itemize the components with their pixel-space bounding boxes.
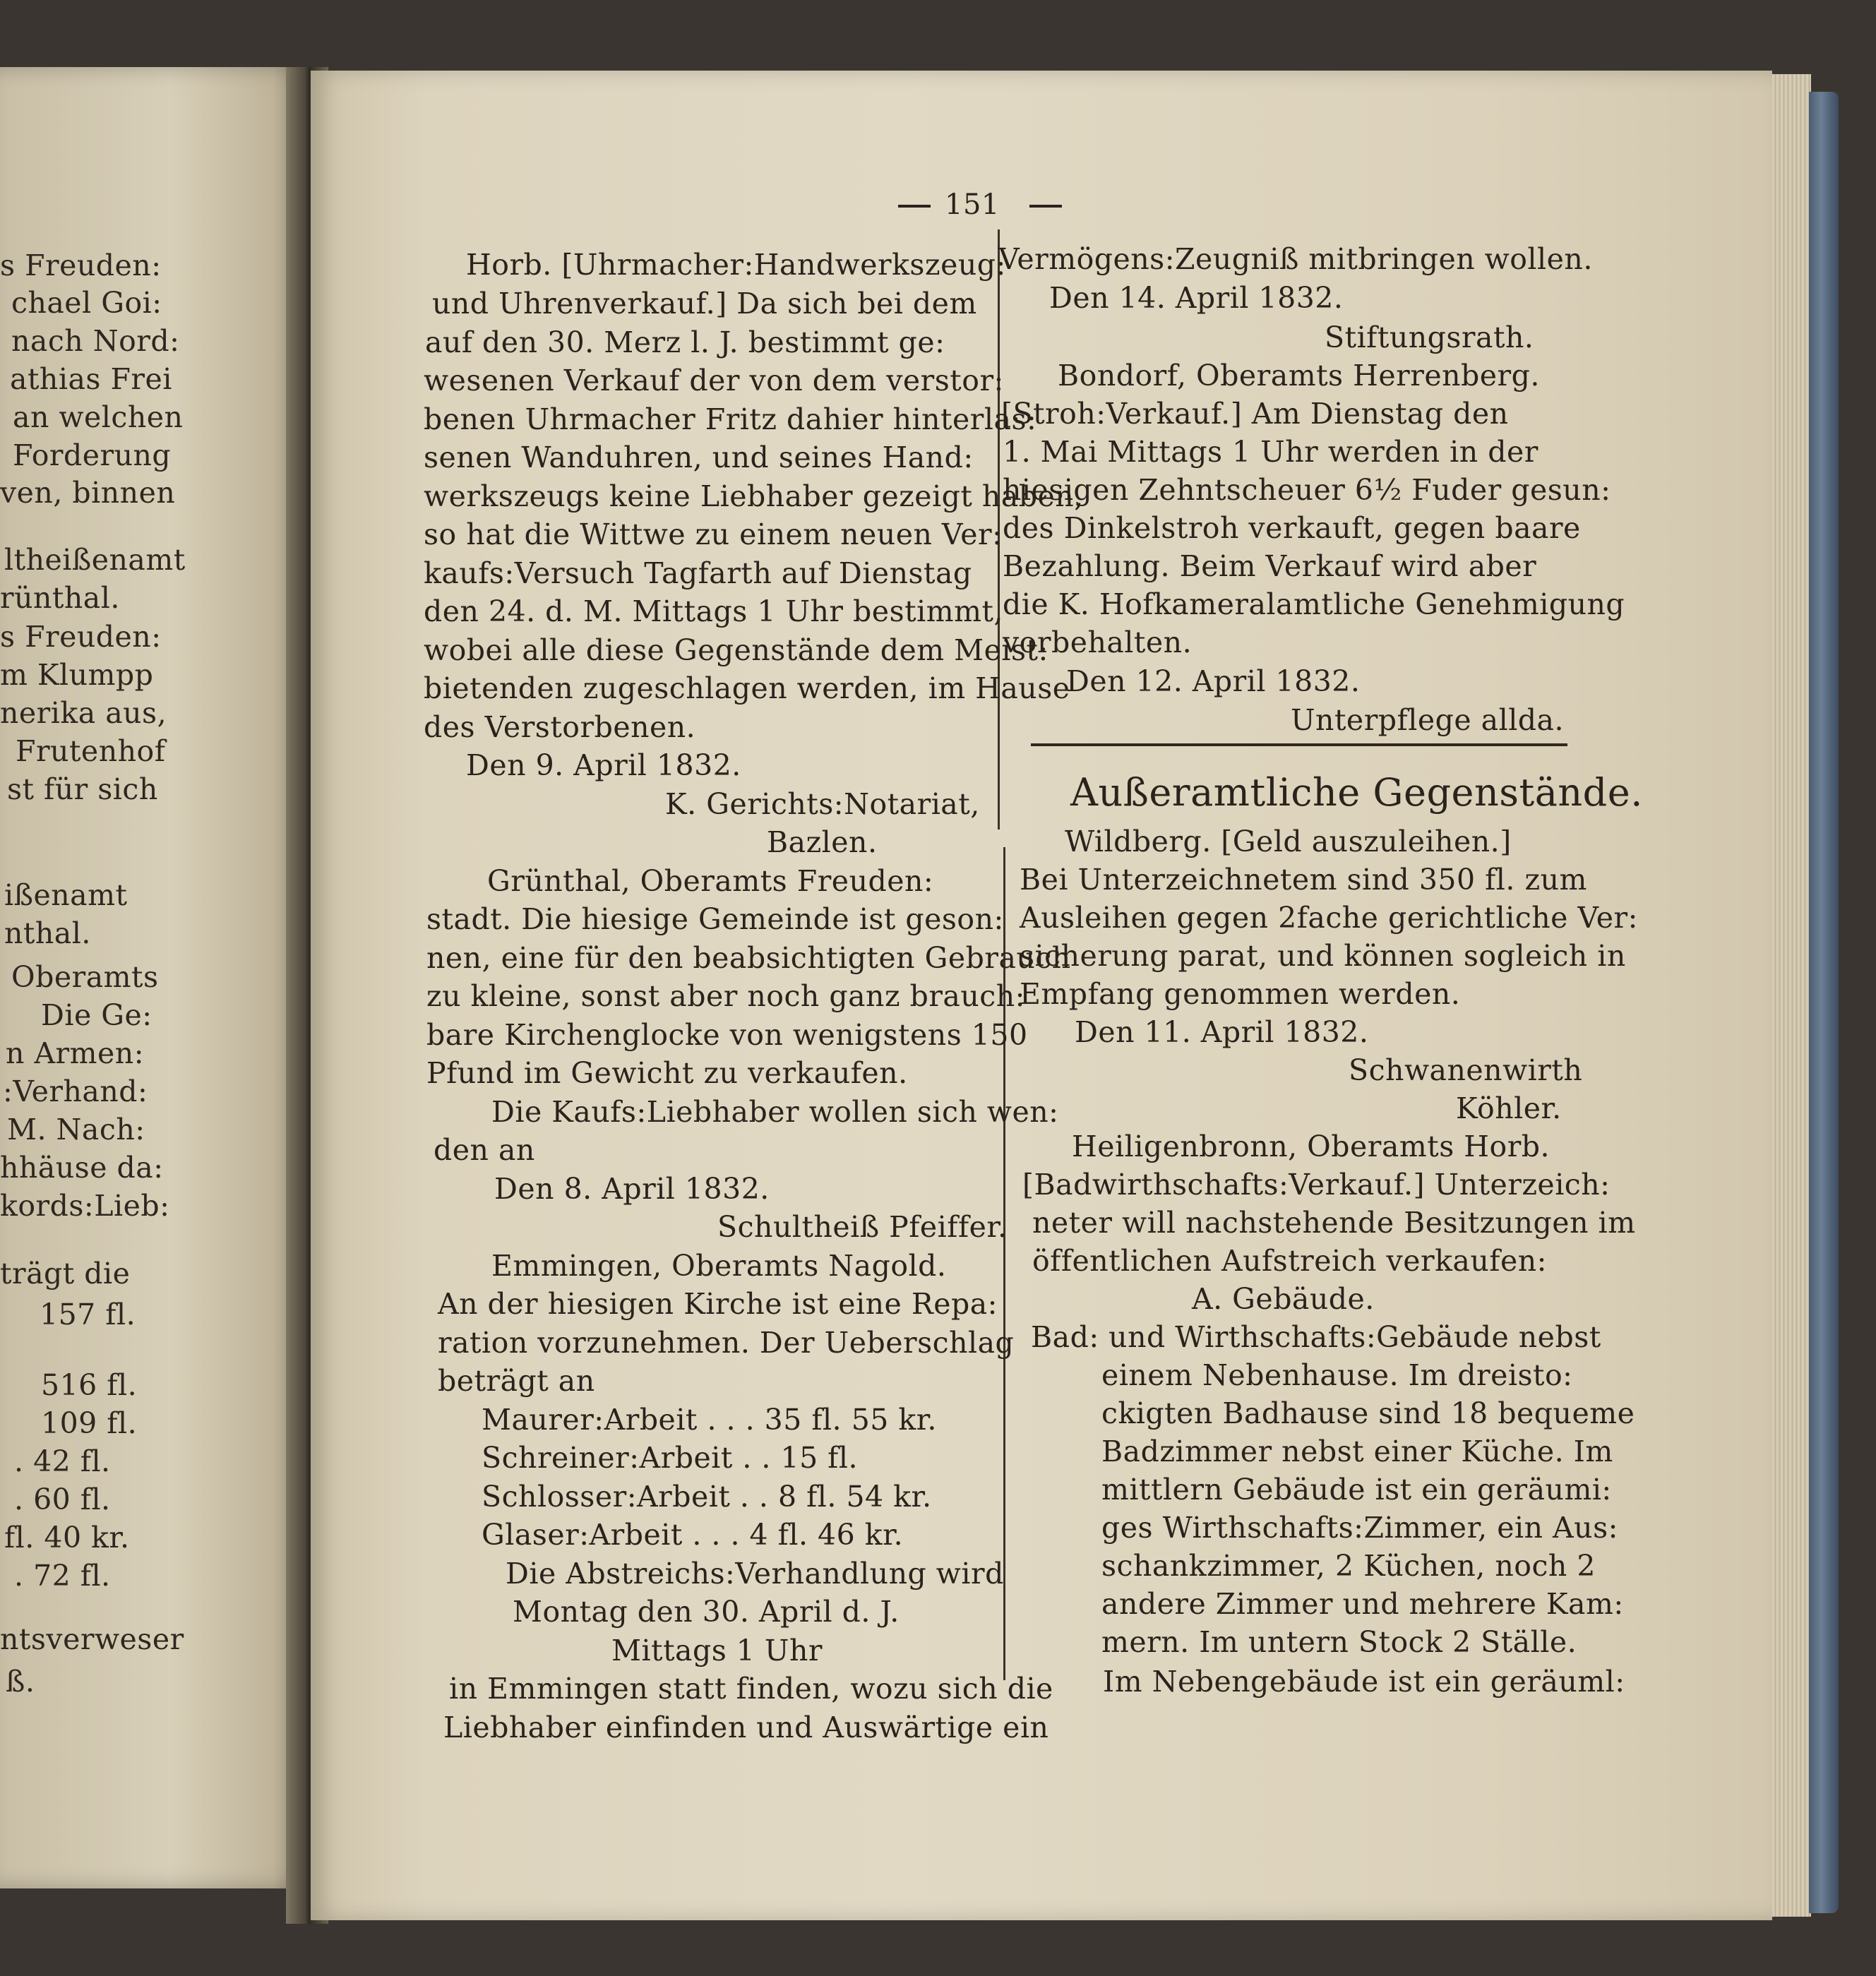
text-line: Forderung — [13, 438, 172, 472]
page-number: 151 — [945, 188, 1000, 221]
text-line: Den 12. April 1832. — [1066, 664, 1361, 698]
text-line: andere Zimmer und mehrere Kam: — [1101, 1587, 1624, 1621]
text-line: chael Goi: — [11, 286, 162, 320]
text-line: m Klumpp — [0, 658, 154, 692]
text-line: nach Nord: — [11, 324, 180, 358]
text-line: . 60 fl. — [14, 1483, 111, 1516]
text-line: auf den 30. Merz l. J. bestimmt ge: — [425, 325, 945, 359]
text-line: vorbehalten. — [1003, 625, 1193, 659]
text-line: ißenamt — [4, 878, 128, 912]
text-line: Glaser:Arbeit . . . 4 fl. 46 kr. — [482, 1518, 904, 1552]
text-line: 157 fl. — [40, 1298, 136, 1331]
text-line: ntsverweser — [0, 1622, 184, 1656]
text-line: bare Kirchenglocke von wenigstens 150 — [426, 1018, 1028, 1052]
book-cover-edge — [1809, 92, 1839, 1913]
text-line: 516 fl. — [41, 1368, 138, 1402]
text-line: Unterpflege allda. — [1291, 703, 1565, 737]
text-line: 1. Mai Mittags 1 Uhr werden in der — [1003, 435, 1539, 469]
text-line: K. Gerichts:Notariat, — [665, 787, 980, 821]
section-heading: Außeramtliche Gegenstände. — [1070, 770, 1643, 815]
text-line: A. Gebäude. — [1192, 1282, 1375, 1316]
text-line: Schlosser:Arbeit . . 8 fl. 54 kr. — [482, 1480, 932, 1514]
text-line: Mittags 1 Uhr — [611, 1634, 823, 1667]
text-line: Den 14. April 1832. — [1049, 281, 1344, 315]
text-line: Die Abstreichs:Verhandlung wird — [506, 1557, 1004, 1591]
text-line: so hat die Wittwe zu einem neuen Ver: — [424, 517, 1003, 551]
text-line: Frutenhof — [16, 734, 166, 768]
text-line: nthal. — [4, 916, 91, 950]
text-line: Den 9. April 1832. — [466, 748, 741, 782]
header-dash-left — [898, 205, 931, 208]
text-line: Den 11. April 1832. — [1075, 1015, 1369, 1049]
text-line: trägt die — [0, 1257, 131, 1291]
text-line: ven, binnen — [0, 476, 176, 510]
text-line: Bei Unterzeichnetem sind 350 fl. zum — [1020, 863, 1587, 897]
text-line: [Badwirthschafts:Verkauf.] Unterzeich: — [1022, 1168, 1611, 1202]
text-line: neter will nachstehende Besitzungen im — [1032, 1206, 1636, 1240]
text-line: sicherung parat, und können sogleich in — [1020, 939, 1626, 973]
section-rule — [1031, 743, 1567, 746]
text-line: Pfund im Gewicht zu verkaufen. — [426, 1056, 908, 1090]
text-line: des Dinkelstroh verkauft, gegen baare — [1003, 511, 1581, 545]
text-line: werkszeugs keine Liebhaber gezeigt haben, — [424, 479, 1084, 513]
text-line: ration vorzunehmen. Der Ueberschlag — [438, 1326, 1015, 1360]
text-line: n Armen: — [6, 1036, 145, 1070]
text-line: Köhler. — [1456, 1091, 1562, 1125]
text-line: ges Wirthschafts:Zimmer, ein Aus: — [1101, 1511, 1618, 1545]
text-line: den 24. d. M. Mittags 1 Uhr bestimmt, — [424, 594, 1003, 628]
text-line: öffentlichen Aufstreich verkaufen: — [1032, 1244, 1547, 1278]
header-dash-right — [1029, 205, 1062, 208]
text-line: Stiftungsrath. — [1325, 321, 1534, 354]
text-line: wesenen Verkauf der von dem verstor: — [424, 364, 1004, 397]
text-line: die K. Hofkameralamtliche Genehmigung — [1003, 587, 1625, 621]
text-line: Im Nebengebäude ist ein geräuml: — [1103, 1665, 1625, 1699]
text-line: . 42 fl. — [14, 1444, 111, 1478]
text-line: benen Uhrmacher Fritz dahier hinterlas: — [424, 402, 1037, 436]
text-line: ltheißenamt — [4, 543, 186, 577]
text-line: an welchen — [13, 400, 184, 434]
text-line: ckigten Badhause sind 18 bequeme — [1101, 1396, 1635, 1430]
text-line: rünthal. — [0, 581, 120, 615]
text-line: 109 fl. — [41, 1406, 138, 1440]
text-line: Badzimmer nebst einer Küche. Im — [1101, 1435, 1613, 1468]
text-line: nerika aus, — [0, 696, 167, 730]
text-line: Emmingen, Oberamts Nagold. — [491, 1249, 947, 1283]
text-line: An der hiesigen Kirche ist eine Repa: — [438, 1287, 998, 1321]
text-line: athias Frei — [10, 362, 172, 396]
page-edges — [1772, 74, 1811, 1917]
text-line: des Verstorbenen. — [424, 710, 696, 744]
text-line: Wildberg. [Geld auszuleihen.] — [1065, 825, 1512, 858]
text-line: Die Ge: — [41, 998, 153, 1032]
text-line: schankzimmer, 2 Küchen, noch 2 — [1101, 1549, 1596, 1583]
text-line: Bad: und Wirthschafts:Gebäude nebst — [1031, 1320, 1601, 1354]
text-line: Empfang genommen werden. — [1020, 977, 1461, 1011]
text-line: beträgt an — [438, 1364, 595, 1398]
text-line: den an — [434, 1133, 535, 1167]
text-line: Schreiner:Arbeit . . 15 fl. — [482, 1441, 859, 1475]
text-line: st für sich — [7, 772, 158, 806]
text-line: s Freuden: — [0, 620, 162, 654]
text-line: und Uhrenverkauf.] Da sich bei dem — [432, 287, 977, 321]
text-line: . 72 fl. — [14, 1559, 111, 1593]
text-line: fl. 40 kr. — [4, 1521, 130, 1555]
text-line: zu kleine, sonst aber noch ganz brauch: — [426, 979, 1025, 1013]
text-line: Die Kaufs:Liebhaber wollen sich wen: — [491, 1095, 1059, 1129]
text-line: einem Nebenhause. Im dreisto: — [1101, 1358, 1573, 1392]
text-line: Schwanenwirth — [1349, 1053, 1583, 1087]
text-line: Heiligenbronn, Oberamts Horb. — [1072, 1130, 1551, 1163]
text-line: stadt. Die hiesige Gemeinde ist geson: — [426, 902, 1004, 936]
text-line: Vermögens:Zeugniß mitbringen wollen. — [998, 242, 1593, 276]
text-line: Liebhaber einfinden und Auswärtige ein — [443, 1711, 1049, 1744]
text-line: s Freuden: — [0, 249, 162, 282]
text-line: Maurer:Arbeit . . . 35 fl. 55 kr. — [482, 1403, 937, 1437]
text-line: ß. — [6, 1665, 35, 1699]
text-line: Montag den 30. April d. J. — [513, 1595, 900, 1629]
text-line: Oberamts — [11, 960, 159, 994]
text-line: Bazlen. — [767, 825, 878, 859]
text-line: wobei alle diese Gegenstände dem Meist: — [424, 633, 1048, 667]
text-line: in Emmingen statt finden, wozu sich die — [449, 1672, 1053, 1706]
text-line: :Verhand: — [3, 1074, 148, 1108]
text-line: hiesigen Zehntscheuer 6½ Fuder gesun: — [1003, 473, 1611, 507]
text-line: Den 8. April 1832. — [494, 1172, 770, 1206]
text-line: Horb. [Uhrmacher:Handwerkszeug: — [466, 248, 1006, 282]
text-line: [Stroh:Verkauf.] Am Dienstag den — [1001, 397, 1509, 431]
text-line: kords:Lieb: — [0, 1189, 170, 1223]
text-line: Bondorf, Oberamts Herrenberg. — [1058, 359, 1540, 393]
text-line: hhäuse da: — [0, 1151, 164, 1185]
text-line: mern. Im untern Stock 2 Ställe. — [1101, 1625, 1577, 1659]
text-line: Ausleihen gegen 2fache gerichtliche Ver: — [1020, 901, 1638, 935]
text-line: mittlern Gebäude ist ein geräumi: — [1101, 1473, 1612, 1507]
text-line: bietenden zugeschlagen werden, im Hause — [424, 671, 1070, 705]
text-line: senen Wanduhren, und seines Hand: — [424, 441, 974, 474]
text-line: Grünthal, Oberamts Freuden: — [487, 864, 934, 898]
text-line: M. Nach: — [7, 1113, 145, 1146]
text-line: nen, eine für den beabsichtigten Gebrauch — [426, 941, 1071, 975]
text-line: Schultheiß Pfeiffer. — [717, 1210, 1008, 1244]
text-line: kaufs:Versuch Tagfarth auf Dienstag — [424, 556, 972, 590]
text-line: Bezahlung. Beim Verkauf wird aber — [1003, 549, 1537, 583]
